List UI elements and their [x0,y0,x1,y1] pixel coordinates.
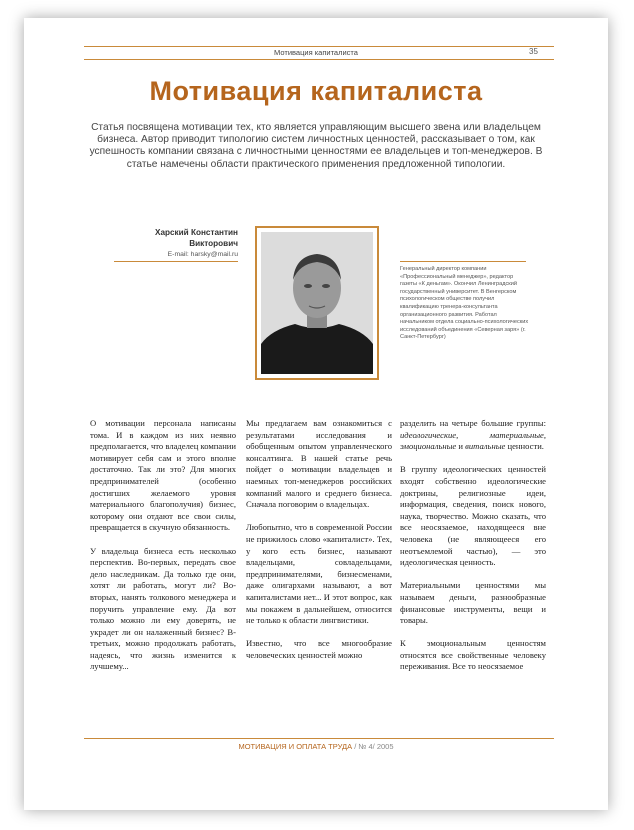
paragraph: Известно, что все многообразие человеческих ценностей можно [246,638,392,660]
footer-rule [84,738,554,739]
text-run: , [456,429,490,440]
article-title: Мотивация капиталиста [149,76,483,106]
paragraph: У владельца бизнеса есть несколько перспектив. Во-первых, передать свое дело наследникам. Да только где они, хотят ли работать, могут ли? Во-вторых, нанять толкового менеджера и поручить управление ему. Да вот только можно ли ему доверять, не украдет ли он налаженный бизнес? В-третьих, можно продолжать работать, надеясь, что жизнь изменится к лучшему... [90,545,236,672]
author-email: E-mail: harsky@mail.ru [114,251,238,262]
author-name-line1: Харский Константин [154,228,238,237]
paragraph: О мотивации персонала написаны тома. И в каждом из них неявно предполагается, что владелец компании мотивирует себя сам и этого вполне достаточно. Так ли это? Для многих предпринимателей (особенно достигших желаемого уровня материального благополучия) бизнес, которому они отдают все свои силы, превращается в скучную обязанность. [90,418,236,533]
page-footer [24,742,608,751]
magazine-page [24,18,608,810]
article-lead: Статья посвящена мотивации тех, кто является управляющим высшего звена или владельцем бизнеса. Автор приводит типологию систем личностных ценностей, рассказывает о том, как успешность компании связана с личностными ценностями ее владельцев и топ-менеджеров. В статье намечены области практического применения предложенной типологии. [89,122,543,170]
header-rule-bottom [84,59,554,60]
author-name-line2: Викторович [189,239,238,248]
author-photo [261,232,373,374]
paragraph: К эмоциональным ценностям относятся все свойственные человеку переживания. Все то неосязаемое [400,638,546,672]
header-rule-top [84,46,554,47]
italic-term: материальные [489,429,544,440]
journal-name: МОТИВАЦИЯ И ОПЛАТА ТРУДА [238,742,353,751]
portrait-image [261,232,373,374]
paragraph: Материальными ценностями мы называем деньги, разнообразные финансовые инструменты, вещи и товары. [400,580,546,626]
body-column-1 [90,418,236,673]
text-run: , [543,429,546,440]
paragraph: В группу идеологических ценностей входят собственно идеологические доктрины, религиозные идеи, информация, сведения, поиск нового, наука, творчество. Можно сказать, что все неосязаемое, находящееся вне человека (не являющееся его неотъемлемой частью), — это идеологическая ценность. [400,464,546,568]
italic-term: эмоциональные [400,441,457,452]
author-block [114,227,238,262]
text-run: и [456,441,466,452]
body-column-2 [246,418,392,661]
running-title: Мотивация капиталиста [274,48,358,57]
bio-rule [400,261,526,262]
paragraph: Мы предлагаем вам ознакомиться с результатами исследования и обобщенным опытом управленческого консалтинга. В нашей статье речь пойдет о мотивации владельцев и наемных топ-менеджеров российских компаний малого и среднего бизнеса. Сначала поговорим о владельцах. [246,418,392,510]
author-photo-frame [255,226,379,380]
author-bio: Генеральный директор компании «Профессиональный менеджер», редактор газеты «К деньгам». Окончил Ленинградский государственный университет. В Венгерском психологическом обществе получил квалификацию тренера-консультанта организационного развития. Работал начальником отдела социально-психологических исследований объединения «Северная заря» (г. Санкт-Петербург) [400,266,529,341]
italic-term: витальные [465,441,506,452]
page-number: 35 [529,47,538,56]
text-run: ценности. [505,441,544,452]
text-run: разделить на четыре большие группы: [400,418,546,428]
issue-number: / № 4/ 2005 [352,742,394,751]
paragraph: Любопытно, что в современной России не прижилось слово «капиталист». Тех, у кого есть бизнес, называют владельцами, совладельцами, предпринимателями, бизнесменами, даже олигархами называют, а вот капиталистами нет... И этот вопрос, как мы покажем в дальнейшем, относится не только к области лингвистики. [246,522,392,626]
body-column-3 [400,418,546,673]
paragraph [400,418,546,453]
italic-term: идеологические [400,429,457,440]
